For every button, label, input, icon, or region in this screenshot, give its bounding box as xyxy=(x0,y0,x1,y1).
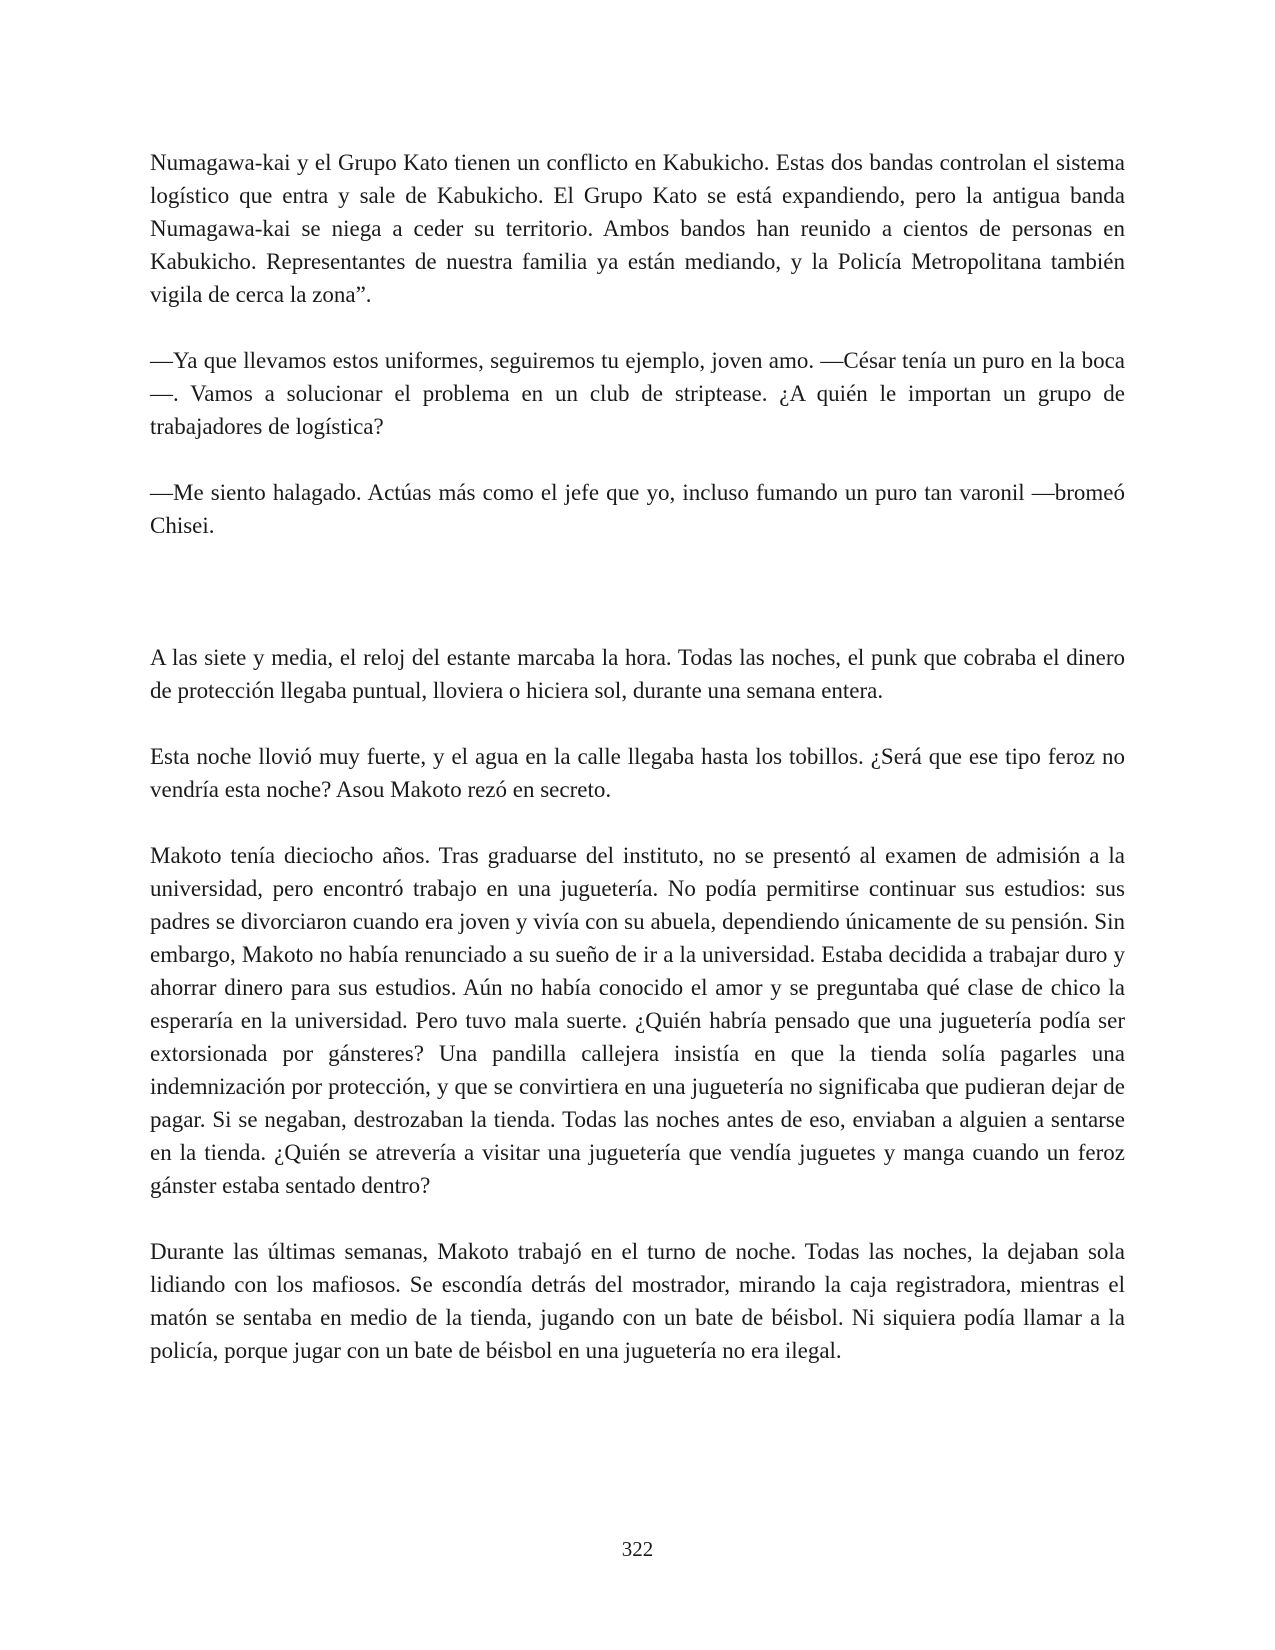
paragraph: —Ya que llevamos estos uniformes, seguiremos tu ejemplo, joven amo. —César tenía un puro en la boca—. Vamos a solucionar el problema en un club de striptease. ¿A quién le importan un grupo de trabajadores de logística? xyxy=(150,348,1125,439)
paragraph: —Me siento halagado. Actúas más como el jefe que yo, incluso fumando un puro tan varonil —bromeó Chisei. xyxy=(150,480,1125,538)
paragraph: A las siete y media, el reloj del estante marcaba la hora. Todas las noches, el punk que cobraba el dinero de protección llegaba puntual, lloviera o hiciera sol, durante una semana entera. xyxy=(150,645,1125,703)
page-number: 322 xyxy=(621,1537,654,1561)
paragraph: Durante las últimas semanas, Makoto trabajó en el turno de noche. Todas las noches, la dejaban sola lidiando con los mafiosos. Se escondía detrás del mostrador, mirando la caja registradora, mientras el matón se sentaba en medio de la tienda, jugando con un bate de béisbol. Ni siquiera podía llamar a la policía, porque jugar con un bate de béisbol en una juguetería no era ilegal. xyxy=(150,1239,1125,1363)
paragraph: Esta noche llovió muy fuerte, y el agua en la calle llegaba hasta los tobillos. ¿Será que ese tipo feroz no vendría esta noche? Asou Makoto rezó en secreto. xyxy=(150,744,1125,802)
paragraph: Numagawa-kai y el Grupo Kato tienen un conflicto en Kabukicho. Estas dos bandas controlan el sistema logístico que entra y sale de Kabukicho. El Grupo Kato se está expandiendo, pero la antigua banda Numagawa-kai se niega a ceder su territorio. Ambos bandos han reunido a cientos de personas en Kabukicho. Representantes de nuestra familia ya están mediando, y la Policía Metropolitana también vigila de cerca la zona”. xyxy=(150,150,1125,307)
page-body xyxy=(150,146,1125,1367)
paragraph: Makoto tenía dieciocho años. Tras graduarse del instituto, no se presentó al examen de admisión a la universidad, pero encontró trabajo en una juguetería. No podía permitirse continuar sus estudios: sus padres se divorciaron cuando era joven y vivía con su abuela, dependiendo únicamente de su pensión. Sin embargo, Makoto no había renunciado a su sueño de ir a la universidad. Estaba decidida a trabajar duro y ahorrar dinero para sus estudios. Aún no había conocido el amor y se preguntaba qué clase de chico la esperaría en la universidad. Pero tuvo mala suerte. ¿Quién habría pensado que una juguetería podía ser extorsionada por gánsteres? Una pandilla callejera insistía en que la tienda solía pagarles una indemnización por protección, y que se convirtiera en una juguetería no significaba que pudieran dejar de pagar. Si se negaban, destrozaban la tienda. Todas las noches antes de eso, enviaban a alguien a sentarse en la tienda. ¿Quién se atrevería a visitar una juguetería que vendía juguetes y manga cuando un feroz gánster estaba sentado dentro? xyxy=(150,843,1125,1198)
